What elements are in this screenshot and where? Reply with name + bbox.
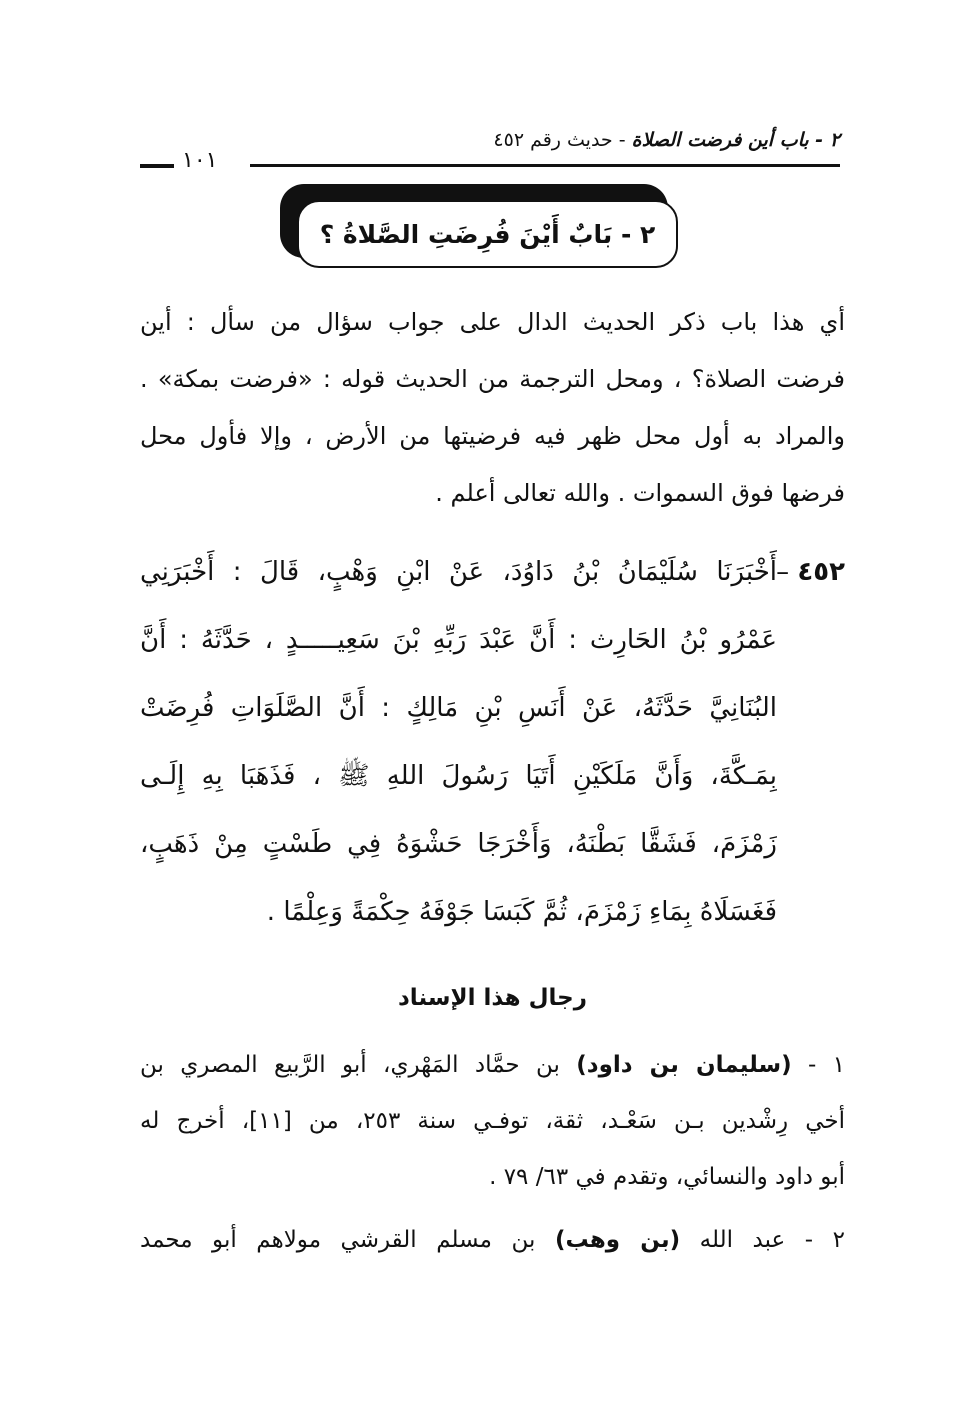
chapter-title-box — [297, 200, 678, 268]
header-rule — [250, 164, 840, 167]
narrator-line — [140, 1037, 845, 1093]
narrator-prefix: عبد الله — [699, 1227, 786, 1253]
page-number-dash — [140, 164, 174, 168]
intro-paragraph — [140, 294, 845, 522]
narrator-entry — [140, 1037, 845, 1205]
hadith-number-value: ٤٥٢ — [797, 557, 845, 587]
narrators-heading: رجال هذا الإسناد — [398, 985, 587, 1011]
hadith-line: البُنَانِيَّ حَدَّثَهُ، عَنْ أَنَسِ بْنِ مَالِكٍ : أَنَّ الصَّلَوَاتِ فُرِضَتْ — [140, 693, 777, 723]
narrator-first-line-rest: بن مسلم القرشي مولاهم أبو محمد — [140, 1227, 536, 1253]
running-header — [493, 126, 840, 154]
hadith-body — [140, 538, 845, 946]
chapter-title: ٢ - بَابٌ أَيْنَ فُرِضَتِ الصَّلاةُ ؟ — [319, 219, 656, 249]
intro-line: والمراد به أول محل ظهر فيه فرضيتها من الأرض ، وإلا فأول محل — [140, 422, 845, 450]
narrator-entry — [140, 1212, 845, 1268]
hadith-line: عَمْرُو بْنُ الحَارِث : أَنَّ عَبْدَ رَبِّهِ بْنَ سَعِيـــــدٍ ، حَدَّثَهُ : أَنَّ — [140, 625, 777, 655]
hadith-line: زَمْزَمَ، فَشَقَّا بَطْنَهُ، وَأَخْرَجَا حَشْوَهُ فِي طَسْتٍ مِنْ ذَهَبٍ، — [140, 829, 777, 859]
narrator-line: أبو داود والنسائي، وتقدم في ٦٣/ ٧٩ . — [489, 1164, 845, 1190]
hadith-line: أَخْبَرَنَا سُلَيْمَانُ بْنُ دَاوُدَ، عَنْ ابْنِ وَهْبٍ، قَالَ : أَخْبَرَنِي — [140, 557, 777, 587]
narrator-line: أخي رِشْدين بـن سَعْـد، ثقة، توفـي سنة ٢٥٣، من [١١]، أخرج له — [140, 1108, 845, 1134]
narrator-line — [140, 1212, 845, 1268]
narrator-name: (سليمان بن داود) — [576, 1052, 792, 1078]
hadith-number-dash: – — [776, 557, 790, 587]
header-section-label: ٢ - باب أين فرضت الصلاة — [631, 129, 840, 151]
narrator-name: (بن وهب) — [554, 1227, 681, 1253]
hadith-number — [776, 538, 845, 606]
page-number: ١٠١ — [182, 148, 218, 173]
intro-line: أي هذا باب ذكر الحديث الدال على جواب سؤال من سأل : أين — [140, 308, 845, 336]
narrator-number: ٢ - — [804, 1227, 845, 1253]
hadith-paragraph — [140, 538, 845, 946]
hadith-line: فَغَسَلَاهُ بِمَاءِ زَمْزَمَ، ثُمَّ كَبَسَا جَوْفَهُ حِكْمَةً وَعِلْمًا . — [266, 897, 777, 927]
narrator-first-line-rest: بن حمَّاد المَهْري، أبو الرَّبيع المصري بن — [140, 1052, 560, 1078]
intro-line: فرضت الصلاة؟ ، ومحل الترجمة من الحديث قوله : «فرضت بمكة» . — [140, 365, 845, 393]
narrator-number: ١ - — [807, 1052, 845, 1078]
hadith-line: بِمَـكَّةَ، وَأَنَّ مَلَكَيْنِ أَتَيَا رَسُولَ اللهِ ﷺ ، فَذَهَبَا بِهِ إِلَـى — [140, 761, 777, 791]
intro-line: فرضها فوق السموات . والله تعالى أعلم . — [435, 479, 845, 507]
header-hadith-ref: - حديث رقم ٤٥٢ — [493, 129, 626, 151]
